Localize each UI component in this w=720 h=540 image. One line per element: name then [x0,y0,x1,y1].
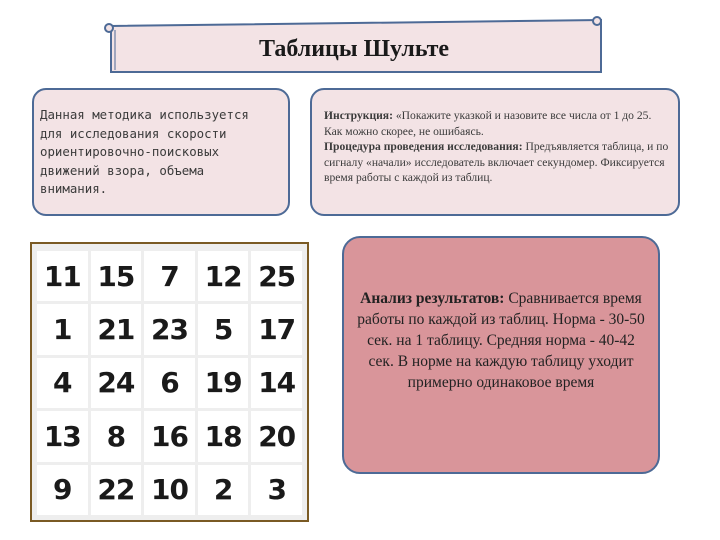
instruction-box [310,88,680,216]
instruction-text: «Покажите указкой и назовите все числа от 1 до 25. Как можно скорее, не ошибаясь. [324,109,652,138]
grid-cell: 21 [91,304,142,354]
grid-cell: 12 [198,251,249,301]
grid-cell: 23 [144,304,195,354]
title-banner [103,16,605,76]
grid-cell: 9 [37,465,88,515]
grid-cell: 17 [251,304,302,354]
grid-cell: 8 [91,411,142,461]
schulte-grid [37,251,302,515]
page-title: Таблицы Шульте [258,36,450,62]
grid-cell: 24 [91,358,142,408]
grid-cell: 1 [37,304,88,354]
grid-cell: 3 [251,465,302,515]
description-line: ориентировочно-поисковых [40,144,220,159]
grid-cell: 13 [37,411,88,461]
procedure-label: Процедура проведения исследования: [324,140,523,154]
description-box [32,88,290,216]
description-line: движений взора, объема [40,162,205,178]
grid-cell: 5 [198,304,249,354]
procedure-text: Предъявляется таблица, и по сигналу «начали» исследователь включает секундомер. Фиксируется время работы с каждой из таблиц. [324,140,669,185]
grid-cell: 18 [198,411,249,461]
results-label: Анализ результатов: [360,290,505,307]
grid-cell: 7 [144,251,195,301]
grid-cell: 15 [91,251,142,301]
schulte-table [30,242,309,522]
grid-cell: 6 [144,358,195,408]
grid-cell: 25 [251,251,302,301]
grid-cell: 2 [198,465,249,515]
grid-cell: 14 [251,358,302,408]
description-line: Данная методика используется [40,107,249,122]
instruction-label: Инструкция: [324,109,393,122]
grid-cell: 19 [198,358,249,408]
description-line: для исследования скорости [40,125,227,141]
grid-cell: 10 [144,465,195,515]
grid-cell: 20 [251,411,302,461]
grid-cell: 22 [91,465,142,515]
results-text: Сравнивается время работы по каждой из таблиц. Норма - 30-50 сек. на 1 таблицу. Средняя норма - 40-42 сек. В норме на каждую таблицу уходит примерно одинаковое время [357,290,645,391]
grid-cell: 4 [37,358,88,408]
description-line: внимания. [40,181,108,196]
grid-cell: 11 [37,251,88,301]
grid-cell: 16 [144,411,195,461]
results-box [342,236,660,474]
